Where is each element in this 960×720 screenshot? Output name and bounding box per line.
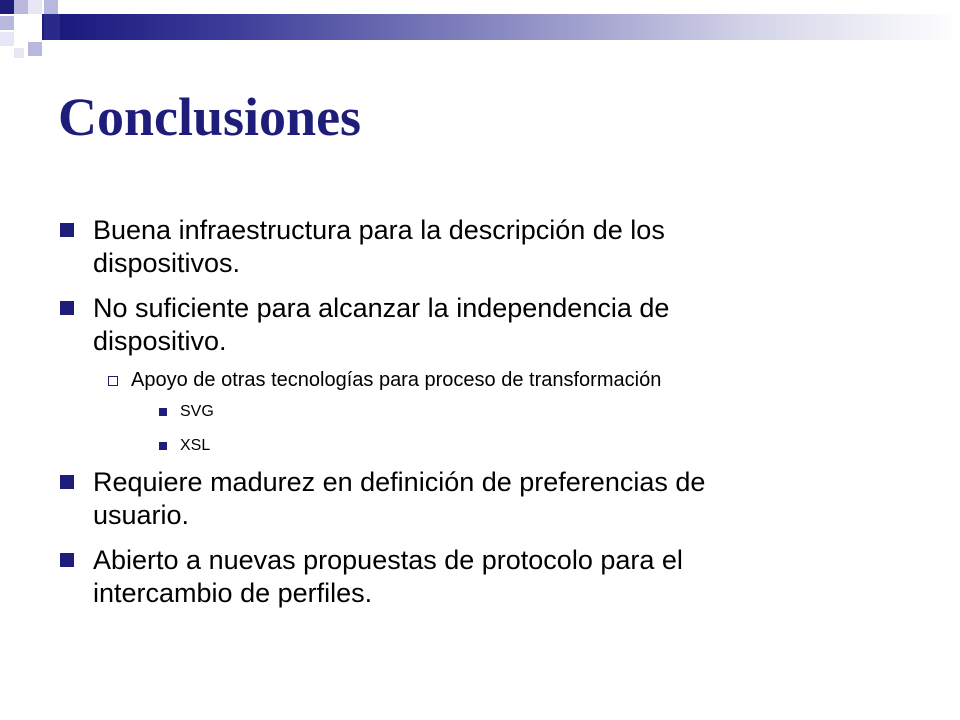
hollow-square-bullet-icon xyxy=(108,376,118,386)
bullet-text-line: Buena infraestructura para la descripción de los xyxy=(93,215,665,245)
slide-title: Conclusiones xyxy=(58,87,362,147)
sub-sub-bullet-text: XSL xyxy=(180,437,211,454)
bullet-text-line: dispositivo. xyxy=(93,326,227,356)
bullet-text-line: dispositivos. xyxy=(93,248,241,278)
square-bullet-icon xyxy=(60,475,74,489)
sub-bullet-text: Apoyo de otras tecnologías para proceso de transformación xyxy=(131,369,662,391)
square-bullet-icon xyxy=(60,223,74,237)
square-bullet-icon xyxy=(159,442,167,450)
bullet-text-line: intercambio de perfiles. xyxy=(93,578,373,608)
bullet-text-line: No suficiente para alcanzar la independencia de xyxy=(93,293,670,323)
bullet-text-line: Abierto a nuevas propuestas de protocolo para el xyxy=(93,545,683,575)
sub-sub-bullet-text: SVG xyxy=(180,403,214,420)
bullet-text-line: Requiere madurez en definición de preferencias de xyxy=(93,467,706,497)
square-bullet-icon xyxy=(60,301,74,315)
square-bullet-icon xyxy=(159,408,167,416)
square-bullet-icon xyxy=(60,553,74,567)
bullet-text-line: usuario. xyxy=(93,500,190,530)
